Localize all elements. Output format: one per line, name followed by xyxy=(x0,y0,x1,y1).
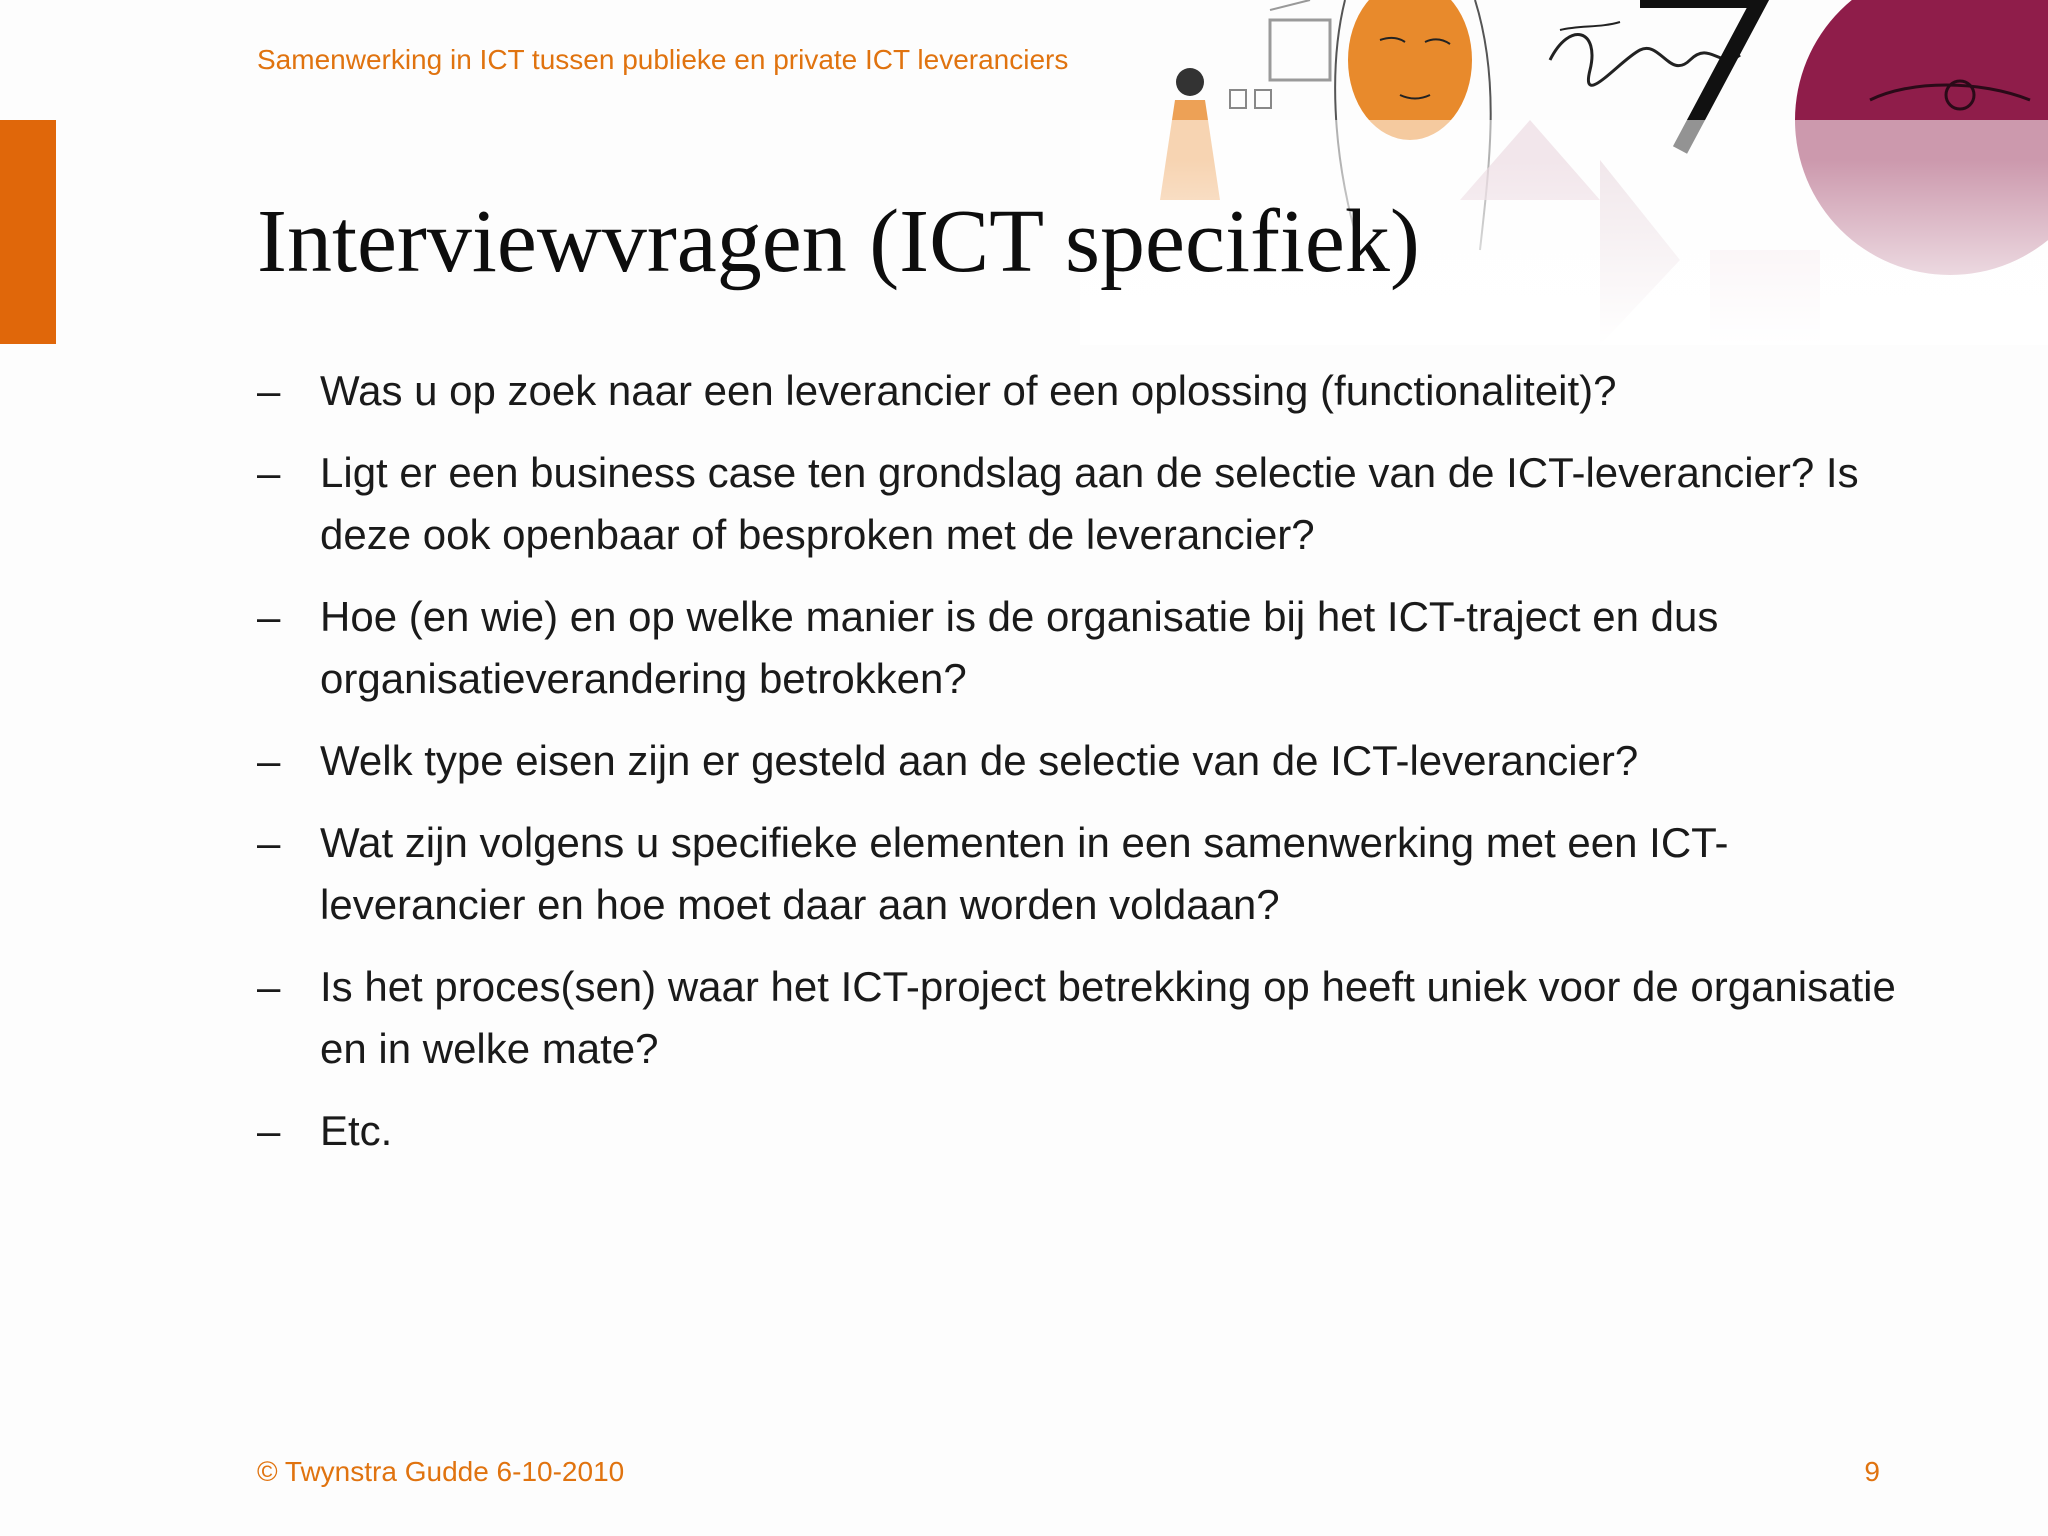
footer-copyright: © Twynstra Gudde 6-10-2010 xyxy=(257,1456,625,1487)
page-number: 9 xyxy=(1864,1456,1880,1487)
bullet-dash: – xyxy=(257,367,281,414)
decorative-illustration xyxy=(1080,0,2048,345)
list-item xyxy=(257,442,1897,566)
slide-title: Interviewvragen (ICT specifiek) xyxy=(257,192,1420,291)
bullet-text: Was u op zoek naar een leverancier of een oplossing (functionaliteit)? xyxy=(320,367,1617,414)
bullet-text: Wat zijn volgens u specifieke elementen in een samenwerking met een ICT-leverancier en hoe moet daar aan worden voldaan? xyxy=(320,819,1729,928)
bullet-dash: – xyxy=(257,449,281,496)
bullet-dash: – xyxy=(257,737,281,784)
bullet-dash: – xyxy=(257,819,281,866)
bullet-list xyxy=(257,360,1897,1182)
bullet-text: Welk type eisen zijn er gesteld aan de selectie van de ICT-leverancier? xyxy=(320,737,1639,784)
list-item xyxy=(257,956,1897,1080)
list-item xyxy=(257,586,1897,710)
bullet-text: Ligt er een business case ten grondslag aan de selectie van de ICT-leverancier? Is deze ook openbaar of besproken met de leverancier? xyxy=(320,449,1859,558)
list-item xyxy=(257,730,1897,792)
list-item xyxy=(257,812,1897,936)
list-item xyxy=(257,1100,1897,1162)
bullet-text: Is het proces(sen) waar het ICT-project betrekking op heeft uniek voor de organisatie en in welke mate? xyxy=(320,963,1896,1072)
bullet-dash: – xyxy=(257,963,281,1010)
bullet-dash: – xyxy=(257,1107,281,1154)
list-item xyxy=(257,360,1897,422)
bullet-text: Etc. xyxy=(320,1107,393,1154)
bullet-dash: – xyxy=(257,593,281,640)
bullet-text: Hoe (en wie) en op welke manier is de organisatie bij het ICT-traject en dus organisatieverandering betrokken? xyxy=(320,593,1719,702)
accent-bar xyxy=(0,120,56,344)
presentation-subtitle: Samenwerking in ICT tussen publieke en private ICT leveranciers xyxy=(257,44,1069,75)
